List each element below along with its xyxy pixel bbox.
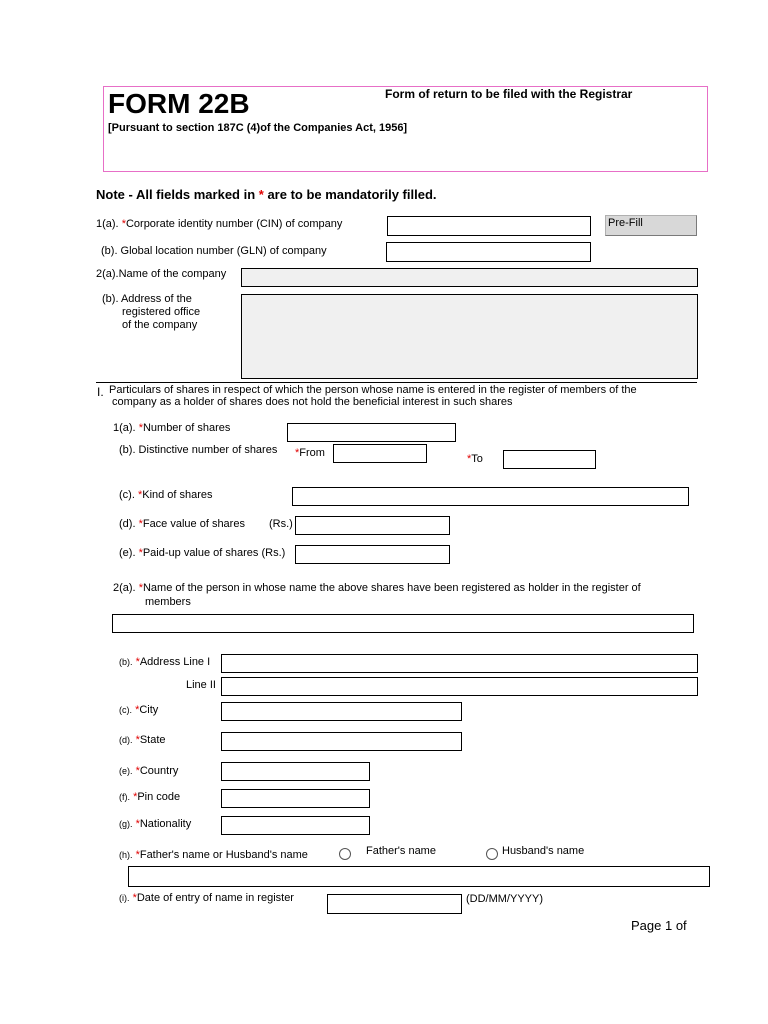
kind-input[interactable] bbox=[292, 487, 689, 506]
country-input[interactable] bbox=[221, 762, 370, 781]
company-name-label: 2(a).Name of the company bbox=[96, 268, 227, 280]
company-address-textarea[interactable] bbox=[241, 294, 698, 379]
form-pursuant-text: [Pursuant to section 187C (4)of the Companies Act, 1956] bbox=[108, 122, 408, 134]
page-number: Page 1 of bbox=[631, 918, 687, 933]
section-numeral: I. bbox=[97, 385, 104, 399]
date-format-hint: (DD/MM/YYYY) bbox=[466, 893, 543, 905]
face-value-label: (d). *Face value of shares bbox=[119, 518, 245, 530]
date-entry-label: (i). *Date of entry of name in register bbox=[119, 892, 294, 904]
nationality-label: (g). *Nationality bbox=[119, 818, 192, 830]
prefill-button[interactable]: Pre-Fill bbox=[605, 215, 697, 236]
section-text-2: company as a holder of shares does not hold the beneficial interest in such shares bbox=[112, 396, 513, 408]
city-input[interactable] bbox=[221, 702, 462, 721]
from-input[interactable] bbox=[333, 444, 427, 463]
state-label: (d). *State bbox=[119, 734, 166, 746]
address-line2-input[interactable] bbox=[221, 677, 698, 696]
relation-label: (h). *Father's name or Husband's name bbox=[119, 849, 308, 861]
from-label: *From bbox=[295, 447, 325, 459]
paid-up-input[interactable] bbox=[295, 545, 450, 564]
form-title: FORM 22B bbox=[108, 88, 250, 119]
num-shares-input[interactable] bbox=[287, 423, 456, 442]
state-input[interactable] bbox=[221, 732, 462, 751]
address-label-1: (b). Address of the bbox=[102, 293, 192, 305]
gln-label: (b). Global location number (GLN) of company bbox=[101, 245, 327, 257]
pin-code-label: (f). *Pin code bbox=[119, 791, 181, 803]
face-value-unit: (Rs.) bbox=[269, 518, 293, 530]
distinctive-label: (b). Distinctive number of shares bbox=[119, 444, 278, 456]
required-star: * bbox=[258, 187, 264, 202]
note-suffix: are to be mandatorily filled. bbox=[263, 187, 437, 202]
relation-name-input[interactable] bbox=[128, 866, 710, 887]
father-name-radio[interactable] bbox=[339, 848, 351, 860]
cin-label: 1(a). *Corporate identity number (CIN) of company bbox=[96, 218, 343, 230]
country-label: (e). *Country bbox=[119, 765, 179, 777]
nationality-input[interactable] bbox=[221, 816, 370, 835]
mandatory-note bbox=[96, 187, 437, 202]
address-label-2: registered office bbox=[122, 306, 201, 318]
holder-address-label: (b). *Address Line I bbox=[119, 656, 211, 668]
gln-input[interactable] bbox=[386, 242, 591, 262]
pin-code-input[interactable] bbox=[221, 789, 370, 808]
section-text-1: Particulars of shares in respect of which the person whose name is entered in the register of members of the bbox=[109, 384, 637, 396]
to-input[interactable] bbox=[503, 450, 596, 469]
address-line1-input[interactable] bbox=[221, 654, 698, 673]
face-value-input[interactable] bbox=[295, 516, 450, 535]
to-label: *To bbox=[467, 453, 483, 465]
holder-name-input[interactable] bbox=[112, 614, 694, 633]
cin-input[interactable] bbox=[387, 216, 591, 236]
paid-up-label: (e). *Paid-up value of shares (Rs.) bbox=[119, 547, 286, 559]
date-entry-input[interactable] bbox=[327, 894, 462, 914]
form-subtitle: Form of return to be filed with the Registrar bbox=[385, 87, 633, 101]
city-label: (c). *City bbox=[119, 704, 159, 716]
address-line2-label: Line II bbox=[186, 679, 216, 691]
husband-name-radio[interactable] bbox=[486, 848, 498, 860]
holder-name-label-1: 2(a). *Name of the person in whose name the above shares have been registered as holder in the register of bbox=[113, 582, 641, 594]
note-prefix: Note - All fields marked in bbox=[96, 187, 259, 202]
father-name-option-label: Father's name bbox=[366, 845, 436, 857]
husband-name-option-label: Husband's name bbox=[502, 845, 585, 857]
kind-label: (c). *Kind of shares bbox=[119, 489, 213, 501]
company-name-input[interactable] bbox=[241, 268, 698, 287]
section-divider bbox=[96, 382, 697, 383]
address-label-3: of the company bbox=[122, 319, 198, 331]
num-shares-label: 1(a). *Number of shares bbox=[113, 422, 231, 434]
holder-name-label-2: members bbox=[145, 596, 191, 608]
